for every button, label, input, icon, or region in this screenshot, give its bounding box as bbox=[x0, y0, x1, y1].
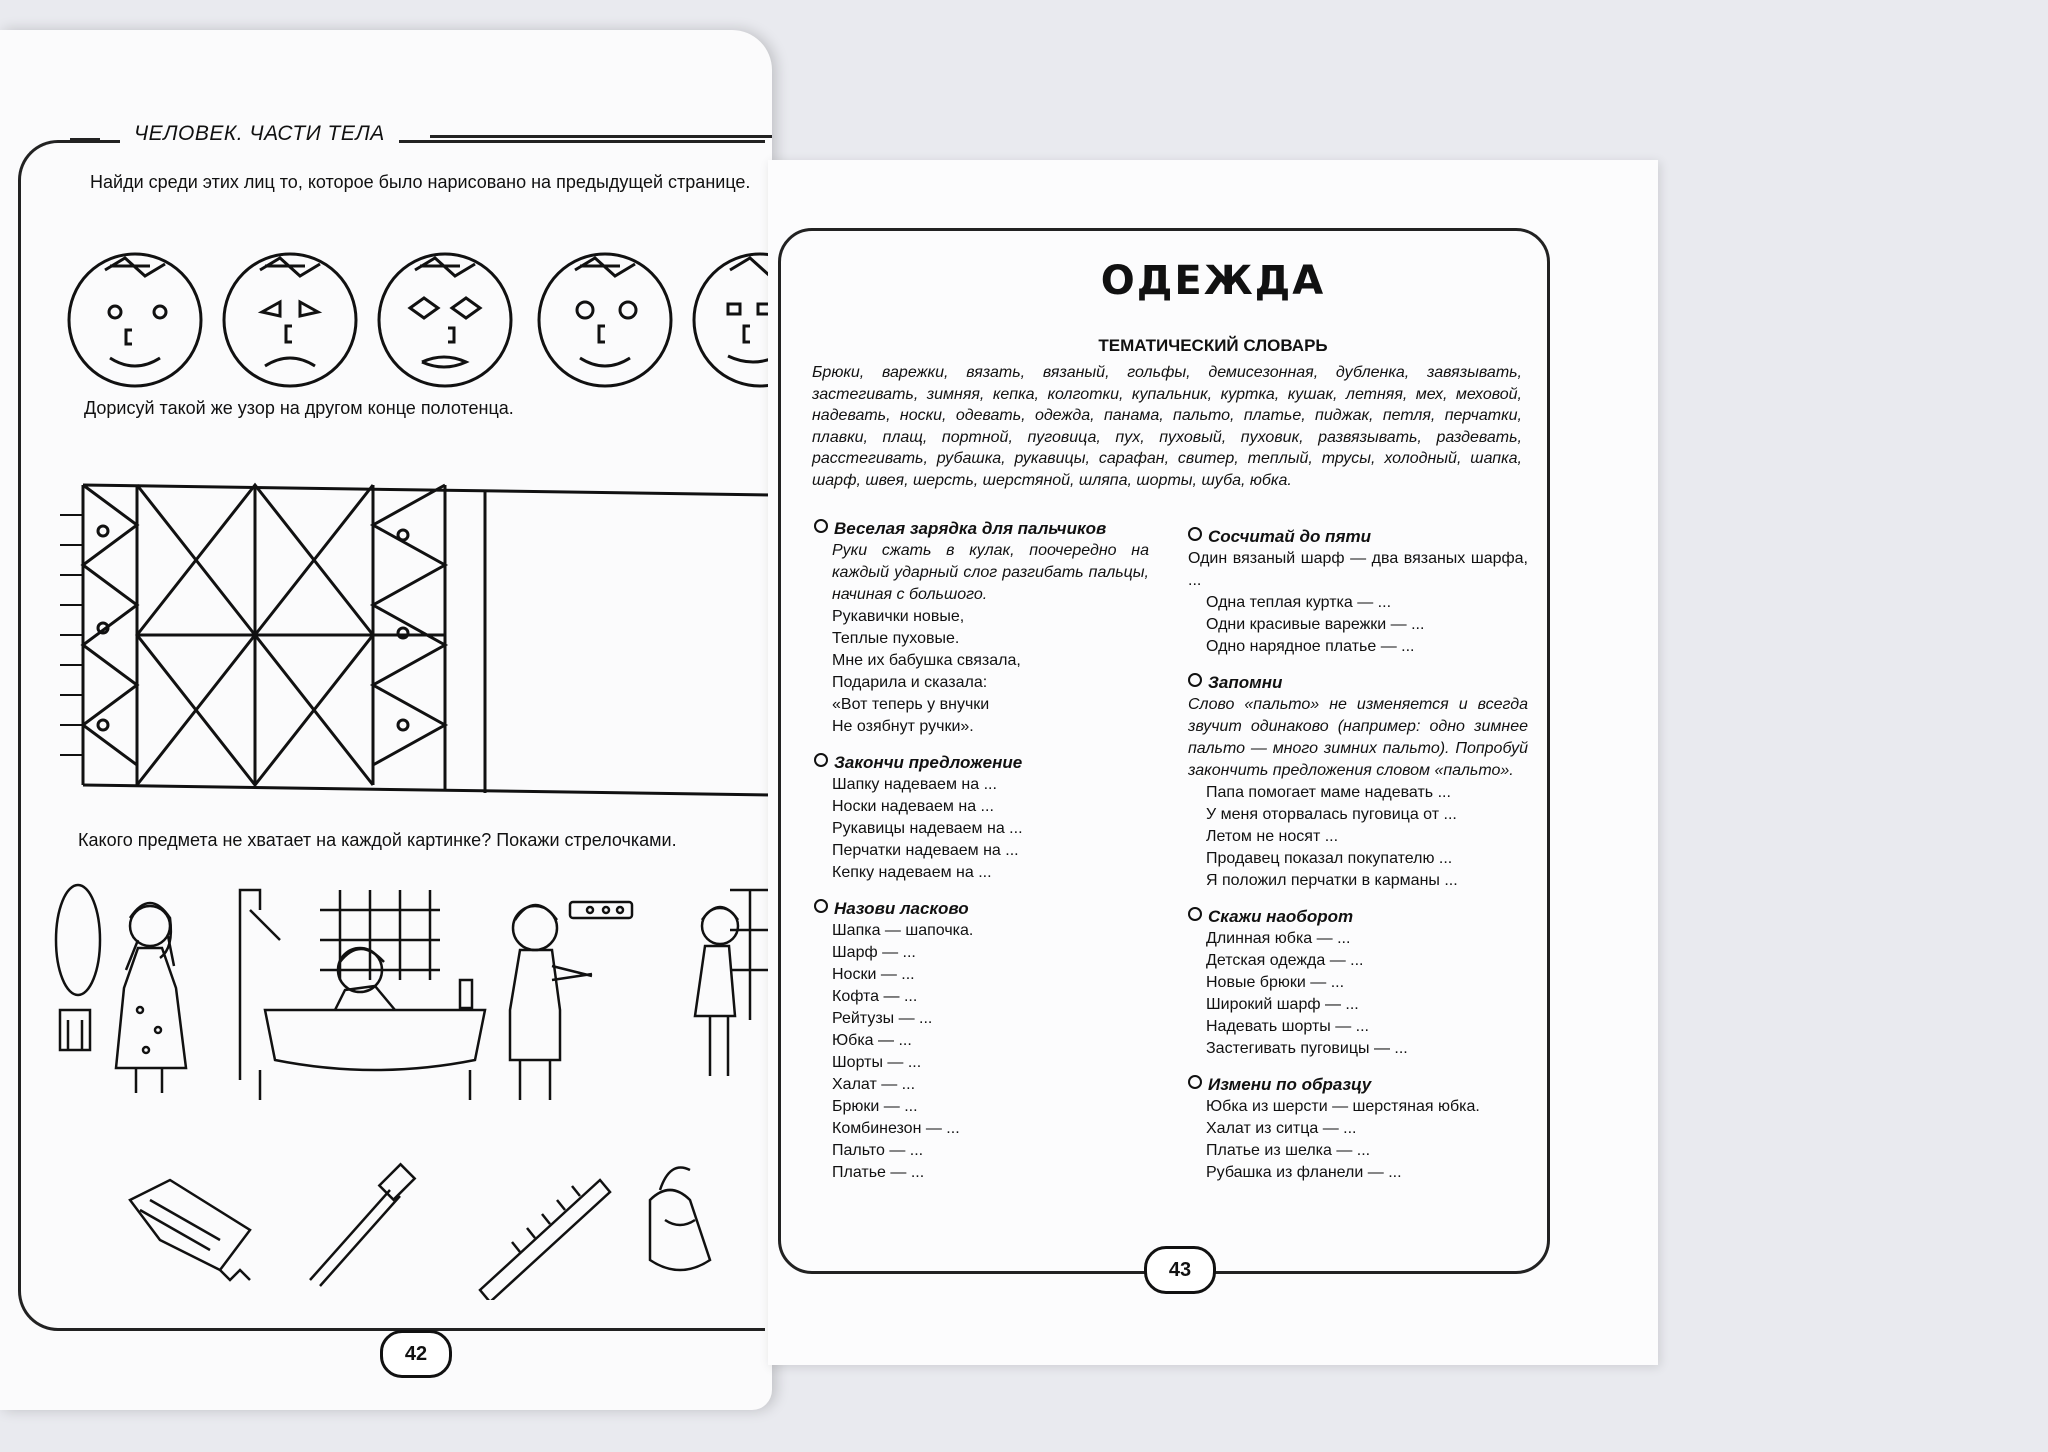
header-rule-right bbox=[430, 135, 772, 138]
section-count-to-five bbox=[1188, 526, 1528, 658]
section-line: Шарф — ... bbox=[832, 944, 916, 961]
bathroom-items-illustration bbox=[120, 1160, 740, 1300]
page-title: ОДЕЖДА bbox=[1100, 258, 1326, 304]
section-line: Рейтузы — ... bbox=[832, 1010, 933, 1027]
section-title: Запомни bbox=[1208, 673, 1283, 692]
towel-pattern-illustration bbox=[55, 445, 772, 805]
section-line: Рубашка из фланели — ... bbox=[1206, 1164, 1402, 1181]
section-line: Одно нарядное платье — ... bbox=[1206, 638, 1415, 655]
comb-item bbox=[480, 1180, 610, 1300]
section-instructions: Руки сжать в кулак, поочередно на каждый ударный слог разгибать пальцы, начиная с большого. bbox=[832, 542, 1149, 603]
toothbrush-item bbox=[310, 1164, 415, 1286]
bullet-icon bbox=[814, 899, 828, 913]
section-line: Новые брюки — ... bbox=[1206, 974, 1345, 991]
page-number-left: 42 bbox=[380, 1330, 452, 1378]
section-line: Кепку надеваем на ... bbox=[832, 864, 992, 881]
scene-boy-washing bbox=[510, 890, 770, 1100]
bullet-icon bbox=[1188, 907, 1202, 921]
scene-bath bbox=[240, 890, 485, 1100]
section-title: Сосчитай до пяти bbox=[1208, 527, 1371, 546]
page-header: ЧЕЛОВЕК. ЧАСТИ ТЕЛА bbox=[120, 122, 399, 146]
section-line: Рукавички новые, bbox=[832, 608, 965, 625]
section-finger-exercise bbox=[814, 518, 1149, 738]
page-number-right: 43 bbox=[1144, 1246, 1216, 1294]
section-line: Длинная юбка — ... bbox=[1206, 930, 1351, 947]
face-5 bbox=[694, 254, 772, 386]
bathroom-scenes-illustration bbox=[50, 870, 772, 1110]
section-line: Шорты — ... bbox=[832, 1054, 922, 1071]
section-line: Рукавицы надеваем на ... bbox=[832, 820, 1023, 837]
scene-girl-mirror bbox=[56, 885, 186, 1093]
section-change-by-example bbox=[1188, 1074, 1528, 1184]
section-line: Застегивать пуговицы — ... bbox=[1206, 1040, 1408, 1057]
section-line: Подарила и сказала: bbox=[832, 674, 988, 691]
section-line: Перчатки надеваем на ... bbox=[832, 842, 1019, 859]
task-missing-item: Какого предмета не хватает на каждой картинке? Покажи стрелочками. bbox=[78, 830, 677, 850]
section-finish-sentence bbox=[814, 752, 1149, 884]
exercises-column-left bbox=[814, 518, 1149, 1184]
section-line: Шапка — шапочка. bbox=[832, 922, 974, 939]
section-line: Кофта — ... bbox=[832, 988, 918, 1005]
section-title: Закончи предложение bbox=[834, 753, 1023, 772]
vocabulary-heading: ТЕМАТИЧЕСКИЙ СЛОВАРЬ bbox=[1098, 336, 1328, 355]
section-line: Одни красивые варежки — ... bbox=[1206, 616, 1425, 633]
section-instructions: Слово «пальто» не изменяется и всегда звучит одинаково (например: одно зимнее пальто — много зимних пальто). Попробуй закончить предложения словом «пальто». bbox=[1188, 696, 1528, 779]
right-page bbox=[768, 160, 1658, 1365]
section-line: Носки — ... bbox=[832, 966, 915, 983]
task-draw-pattern: Дорисуй такой же узор на другом конце полотенца. bbox=[84, 398, 514, 418]
bullet-icon bbox=[1188, 527, 1202, 541]
left-page bbox=[0, 30, 772, 1410]
face-2 bbox=[224, 254, 356, 386]
section-line: Продавец показал покупателю ... bbox=[1206, 850, 1453, 867]
face-4 bbox=[539, 254, 671, 386]
section-line: Не озябнут ручки». bbox=[832, 718, 974, 735]
section-line: Платье — ... bbox=[832, 1164, 925, 1181]
section-opposites bbox=[1188, 906, 1528, 1060]
section-line: «Вот теперь у внучки bbox=[832, 696, 990, 713]
section-line: Широкий шарф — ... bbox=[1206, 996, 1359, 1013]
faces-illustration bbox=[60, 240, 772, 400]
section-line: Пальто — ... bbox=[832, 1142, 924, 1159]
face-3 bbox=[379, 254, 511, 386]
section-line: Халат из ситца — ... bbox=[1206, 1120, 1357, 1137]
header-rule-left bbox=[70, 138, 100, 141]
task-find-face: Найди среди этих лиц то, которое было нарисовано на предыдущей странице. bbox=[90, 172, 751, 192]
section-line: Надевать шорты — ... bbox=[1206, 1018, 1369, 1035]
bullet-icon bbox=[1188, 1075, 1202, 1089]
section-diminutive bbox=[814, 898, 1149, 1184]
section-remember bbox=[1188, 672, 1528, 892]
bullet-icon bbox=[1188, 673, 1202, 687]
section-line: Платье из шелка — ... bbox=[1206, 1142, 1371, 1159]
section-line: Носки надеваем на ... bbox=[832, 798, 994, 815]
face-1 bbox=[69, 254, 201, 386]
exercises-column-right bbox=[1188, 526, 1528, 1184]
section-line: Шапку надеваем на ... bbox=[832, 776, 997, 793]
section-line: Комбинезон — ... bbox=[832, 1120, 960, 1137]
section-line: Мне их бабушка связала, bbox=[832, 652, 1021, 669]
towel-item bbox=[130, 1180, 250, 1280]
section-instructions: Один вязаный шарф — два вязаных шарфа, ... bbox=[1188, 550, 1528, 589]
section-line: Детская одежда — ... bbox=[1206, 952, 1364, 969]
section-line: Халат — ... bbox=[832, 1076, 916, 1093]
bullet-icon bbox=[814, 753, 828, 767]
section-line: Папа помогает маме надевать ... bbox=[1206, 784, 1451, 801]
vocabulary-text: Брюки, варежки, вязать, вязаный, гольфы, демисезонная, дубленка, завязывать, застегивать, зимняя, кепка, колготки, купальник, куртка, кушак, летняя, мех, меховой, надевать, носки, одевать, одежда, панама, пальто, платье, пиджак, петля, перчатки, плавки, плащ, портной, пуговица, пух, пуховый, пуховик, развязывать, раздевать, расстегивать, рубашка, рукавицы, сарафан, свитер, теплый, трусы, холодный, шапка, шарф, швея, шерсть, шерстяной, шляпа, шорты, шуба, юбка. bbox=[812, 364, 1522, 489]
section-title: Измени по образцу bbox=[1208, 1075, 1372, 1094]
bullet-icon bbox=[814, 519, 828, 533]
section-title: Скажи наоборот bbox=[1208, 907, 1354, 926]
section-line: Я положил перчатки в карманы ... bbox=[1206, 872, 1458, 889]
section-line: У меня оторвалась пуговица от ... bbox=[1206, 806, 1457, 823]
section-title: Назови ласково bbox=[834, 899, 969, 918]
section-line: Юбка из шерсти — шерстяная юбка. bbox=[1206, 1098, 1480, 1115]
section-line: Летом не носят ... bbox=[1206, 828, 1339, 845]
section-line: Юбка — ... bbox=[832, 1032, 912, 1049]
section-line: Теплые пуховые. bbox=[832, 630, 960, 647]
washcloth-item bbox=[650, 1168, 710, 1271]
section-line: Одна теплая куртка — ... bbox=[1206, 594, 1392, 611]
section-line: Брюки — ... bbox=[832, 1098, 918, 1115]
section-title: Веселая зарядка для пальчиков bbox=[834, 519, 1107, 538]
